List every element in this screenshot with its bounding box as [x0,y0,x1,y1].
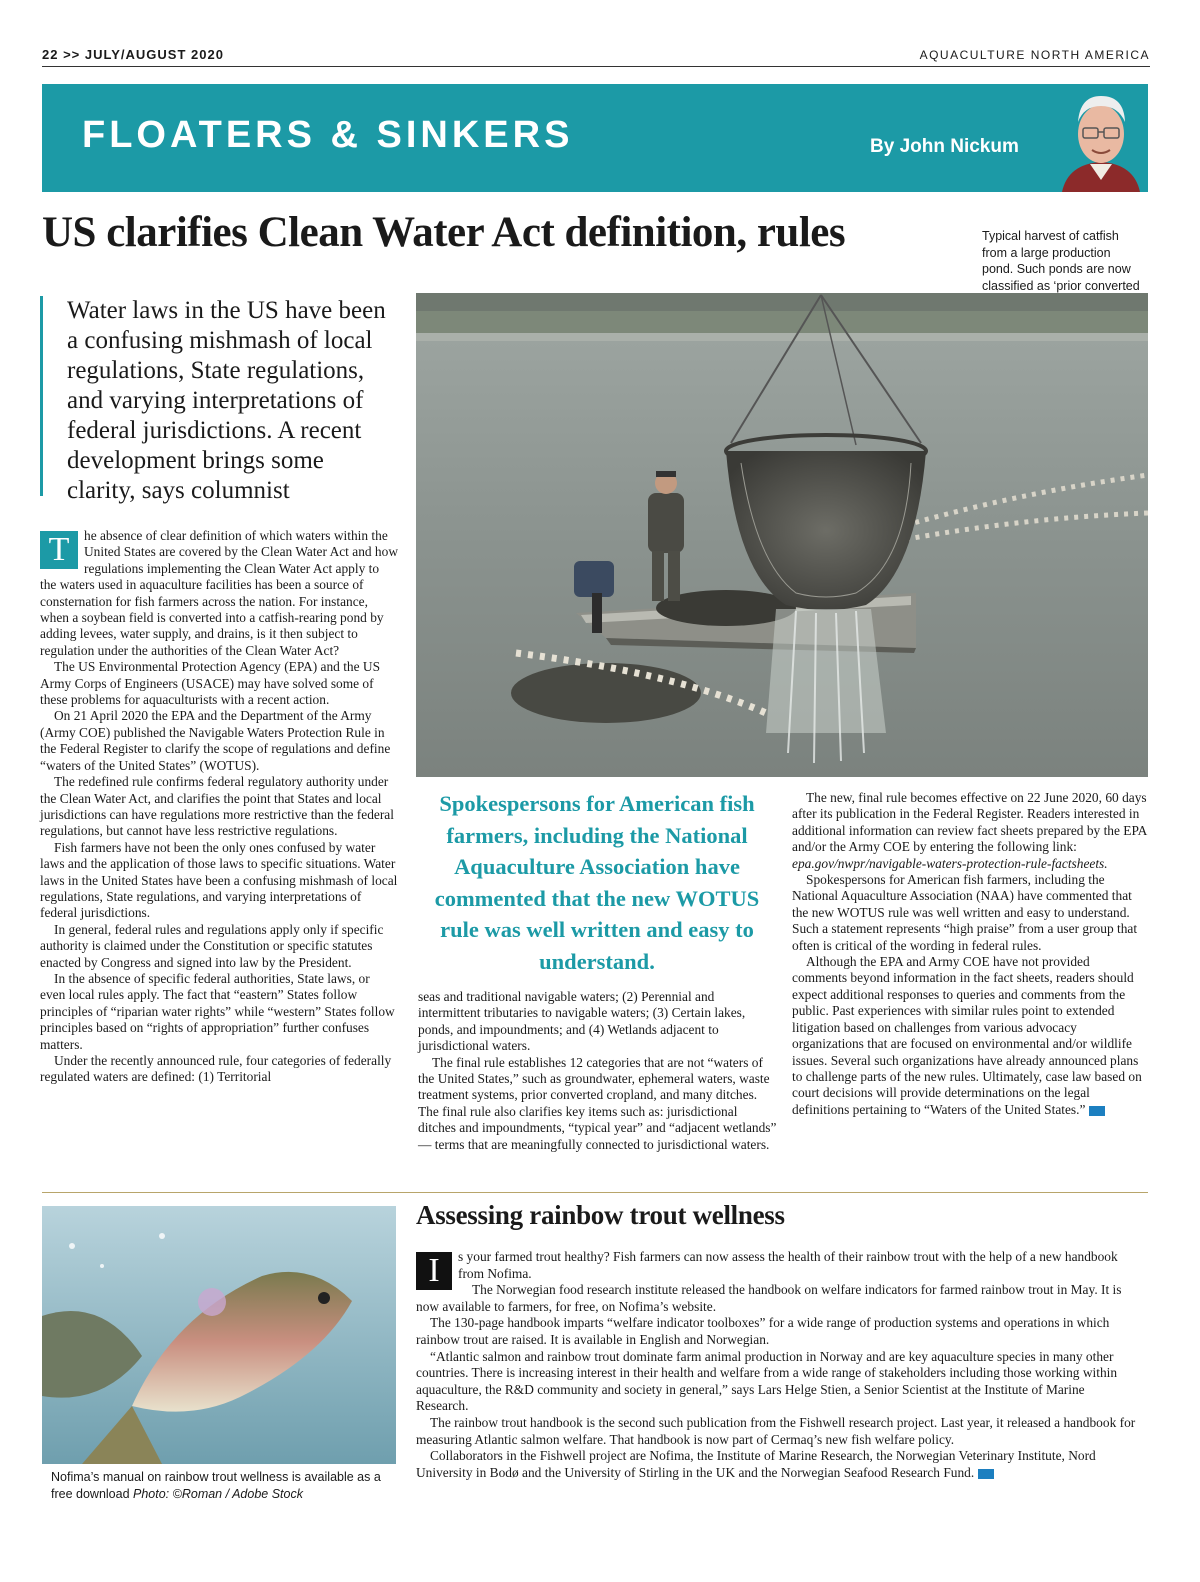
paragraph: he absence of clear definition of which waters within the United States are covered by the Clean Water Act and how regulations implementing the Clean Water Act apply to the waters used in aquaculture facilities has been a source of consternation for fish farmers across the nation. For instance, when a soybean field is converted into a catfish-rearing pond by adding levees, water supply, and drains, is it then subject to regulation under the authorities of the Clean Water Act? [40,528,398,658]
drop-cap: T [40,531,78,569]
paragraph [416,1448,1136,1481]
page-reference: 22 >> JULY/AUGUST 2020 [42,47,224,62]
photo-caption-text: Typical harvest of catfish from a large production pond. Such ponds are now classified as ‘prior converted [982,229,1140,293]
paragraph: The US Environmental Protection Agency (EPA) and the US Army Corps of Engineers (USACE) may have solved some of these problems for aquaculturists with a recent action. [40,659,381,708]
publication-name: AQUACULTURE NORTH AMERICA [919,48,1150,62]
pull-quote: Spokespersons for American fish farmers, including the National Aquaculture Association have commented that the new WOTUS rule was well written and easy to understand. [434,791,760,974]
sidebar-headline: Assessing rainbow trout wellness [416,1200,785,1230]
paragraph: On 21 April 2020 the EPA and the Department of the Army (Army COE) published the Navigable Waters Protection Rule in the Federal Register to clarify the scope of regulations and define “waters of the United States” (WOTUS). [40,708,391,773]
trout-caption-text: Nofima’s manual on rainbow trout wellness is available as a free download [51,1470,381,1501]
trout-photo-credit: Photo: ©Roman / Adobe Stock [133,1486,303,1501]
article-headline: US clarifies Clean Water Act definition, rules [42,209,846,256]
paragraph: Fish farmers have not been the only ones confused by water laws and the application of those laws to specific situations. Water laws in the United States have been a confusing mishmash of local regulations, State regulations, and varying interpretations of federal jurisdictions. [40,839,398,921]
rainbow-trout-photo [42,1206,396,1464]
sidebar-story-body [416,1249,1136,1481]
paragraph: Spokespersons for American fish farmers, including the National Aquaculture Association (NAA) have commented that the new WOTUS rule was well written and easy to understand. Such a statement represents “high praise” from a user group that often is critical of the wording in federal rules. [792,872,1138,953]
standfirst-text: Water laws in the US have been a confusing mishmash of local regulations, State regulations, and varying interpretations of federal jurisdictions. A recent development brings some clarity, says columnist [67,297,386,504]
section-divider [42,1192,1148,1193]
paragraph-text: Although the EPA and Army COE have not provided comments beyond information in the fact sheets, readers should expect additional responses to queries and comments from the public. Past experiences with similar rules point to extended litigation based on challenges from various advocacy organizations that are focused on environmental and/or wildlife issues. Several such organizations have already announced plans to challenge parts of the new rules. Ultimately, case law based on court decisions will provide determinations on the legal definitions pertaining to “Waters of the United States.” [792,954,1142,1117]
article-column-3 [792,790,1148,1118]
end-mark-icon [1089,1106,1105,1116]
paragraph-text: The new, final rule becomes effective on 22 June 2020, 60 days after its publication in the Federal Register. Readers interested in additional information can review fact sheets prepared by the EPA and/or the Army COE by entering the following link: [792,790,1147,855]
paragraph: In general, federal rules and regulations apply only if specific authority is claimed under the Constitution or specific statutes enacted by Congress and signed into law by the President. [40,921,384,970]
paragraph: s your farmed trout healthy? Fish farmers can now assess the health of their rainbow trout with the help of a new handbook from Nofima. [458,1249,1118,1281]
author-portrait [1054,84,1148,192]
paragraph: The final rule establishes 12 categories that are not “waters of the United States,” such as groundwater, ephemeral waters, waste treatment systems, prior converted cropland, and many ditches. The final rule also clarifies key items such as: jurisdictional ditches and impoundments, “typical year” and “adjacent wetlands” — terms that are meaningfully connected to jurisdictional waters. [418,1054,777,1152]
column-title: FLOATERS & SINKERS [82,114,574,156]
paragraph [792,954,1148,1118]
byline: By John Nickum [870,136,1019,157]
paragraph: The rainbow trout handbook is the second such publication from the Fishwell research project. Last year, it released a handbook for measuring Atlantic salmon welfare. That handbook is now part of Cermaq’s new fish welfare policy. [416,1414,1136,1447]
paragraph: The Norwegian food research institute released the handbook on welfare indicators for farmed rainbow trout in May. It is now available to farmers, for free, on Nofima’s website. [416,1282,1122,1314]
drop-cap: I [416,1252,452,1290]
paragraph [792,790,1148,872]
paragraph: In the absence of specific federal authorities, State laws, or even local rules apply. The fact that “eastern” States follow principles of “riparian water rights” while “western” States follow principles based on “rights of appropriation” further confuses matters. [40,970,395,1052]
catfish-harvest-photo [416,293,1148,777]
page-header [42,47,1150,67]
paragraph-text: Collaborators in the Fishwell project are Nofima, the Institute of Marine Research, the Norwegian Veterinary Institute, Nord University in Bodø and the University of Stirling in the UK and the Norwegian Seafood Research Fund. [416,1448,1096,1480]
article-column-1 [40,528,398,1086]
standfirst [40,296,390,504]
end-mark-icon [978,1469,994,1479]
article-column-2 [418,989,778,1153]
paragraph: The redefined rule confirms federal regulatory authority under the Clean Water Act, and clarifies the point that States and local jurisdictions can have regulations more restrictive than the federal regulations, but cannot have less restrictive regulations. [40,774,394,839]
fact-sheet-link[interactable]: epa.gov/nwpr/navigable-waters-protection-rule-factsheets. [792,855,1108,871]
paragraph: The 130-page handbook imparts “welfare indicator toolboxes” for a wide range of production systems and operations in which rainbow trout are raised. It is available in English and Norwegian. [416,1315,1110,1347]
paragraph: Under the recently announced rule, four categories of federally regulated waters are defined: (1) Territorial [40,1053,392,1085]
trout-photo-caption [51,1469,391,1502]
paragraph: seas and traditional navigable waters; (2) Perennial and intermittent tributaries to navigable waters; (3) Certain lakes, ponds, and impoundments; and (4) Wetlands adjacent to jurisdictional waters. [418,989,746,1054]
paragraph: “Atlantic salmon and rainbow trout dominate farm animal production in Norway and are key aquaculture species in many other countries. There is increasing interest in their health and welfare from a wide range of stakeholders including those working within aquaculture, the R&D community and society in general,” says Lars Helge Stien, a Senior Scientist at the Institute of Marine Research. [416,1348,1118,1414]
column-banner [42,84,1148,192]
